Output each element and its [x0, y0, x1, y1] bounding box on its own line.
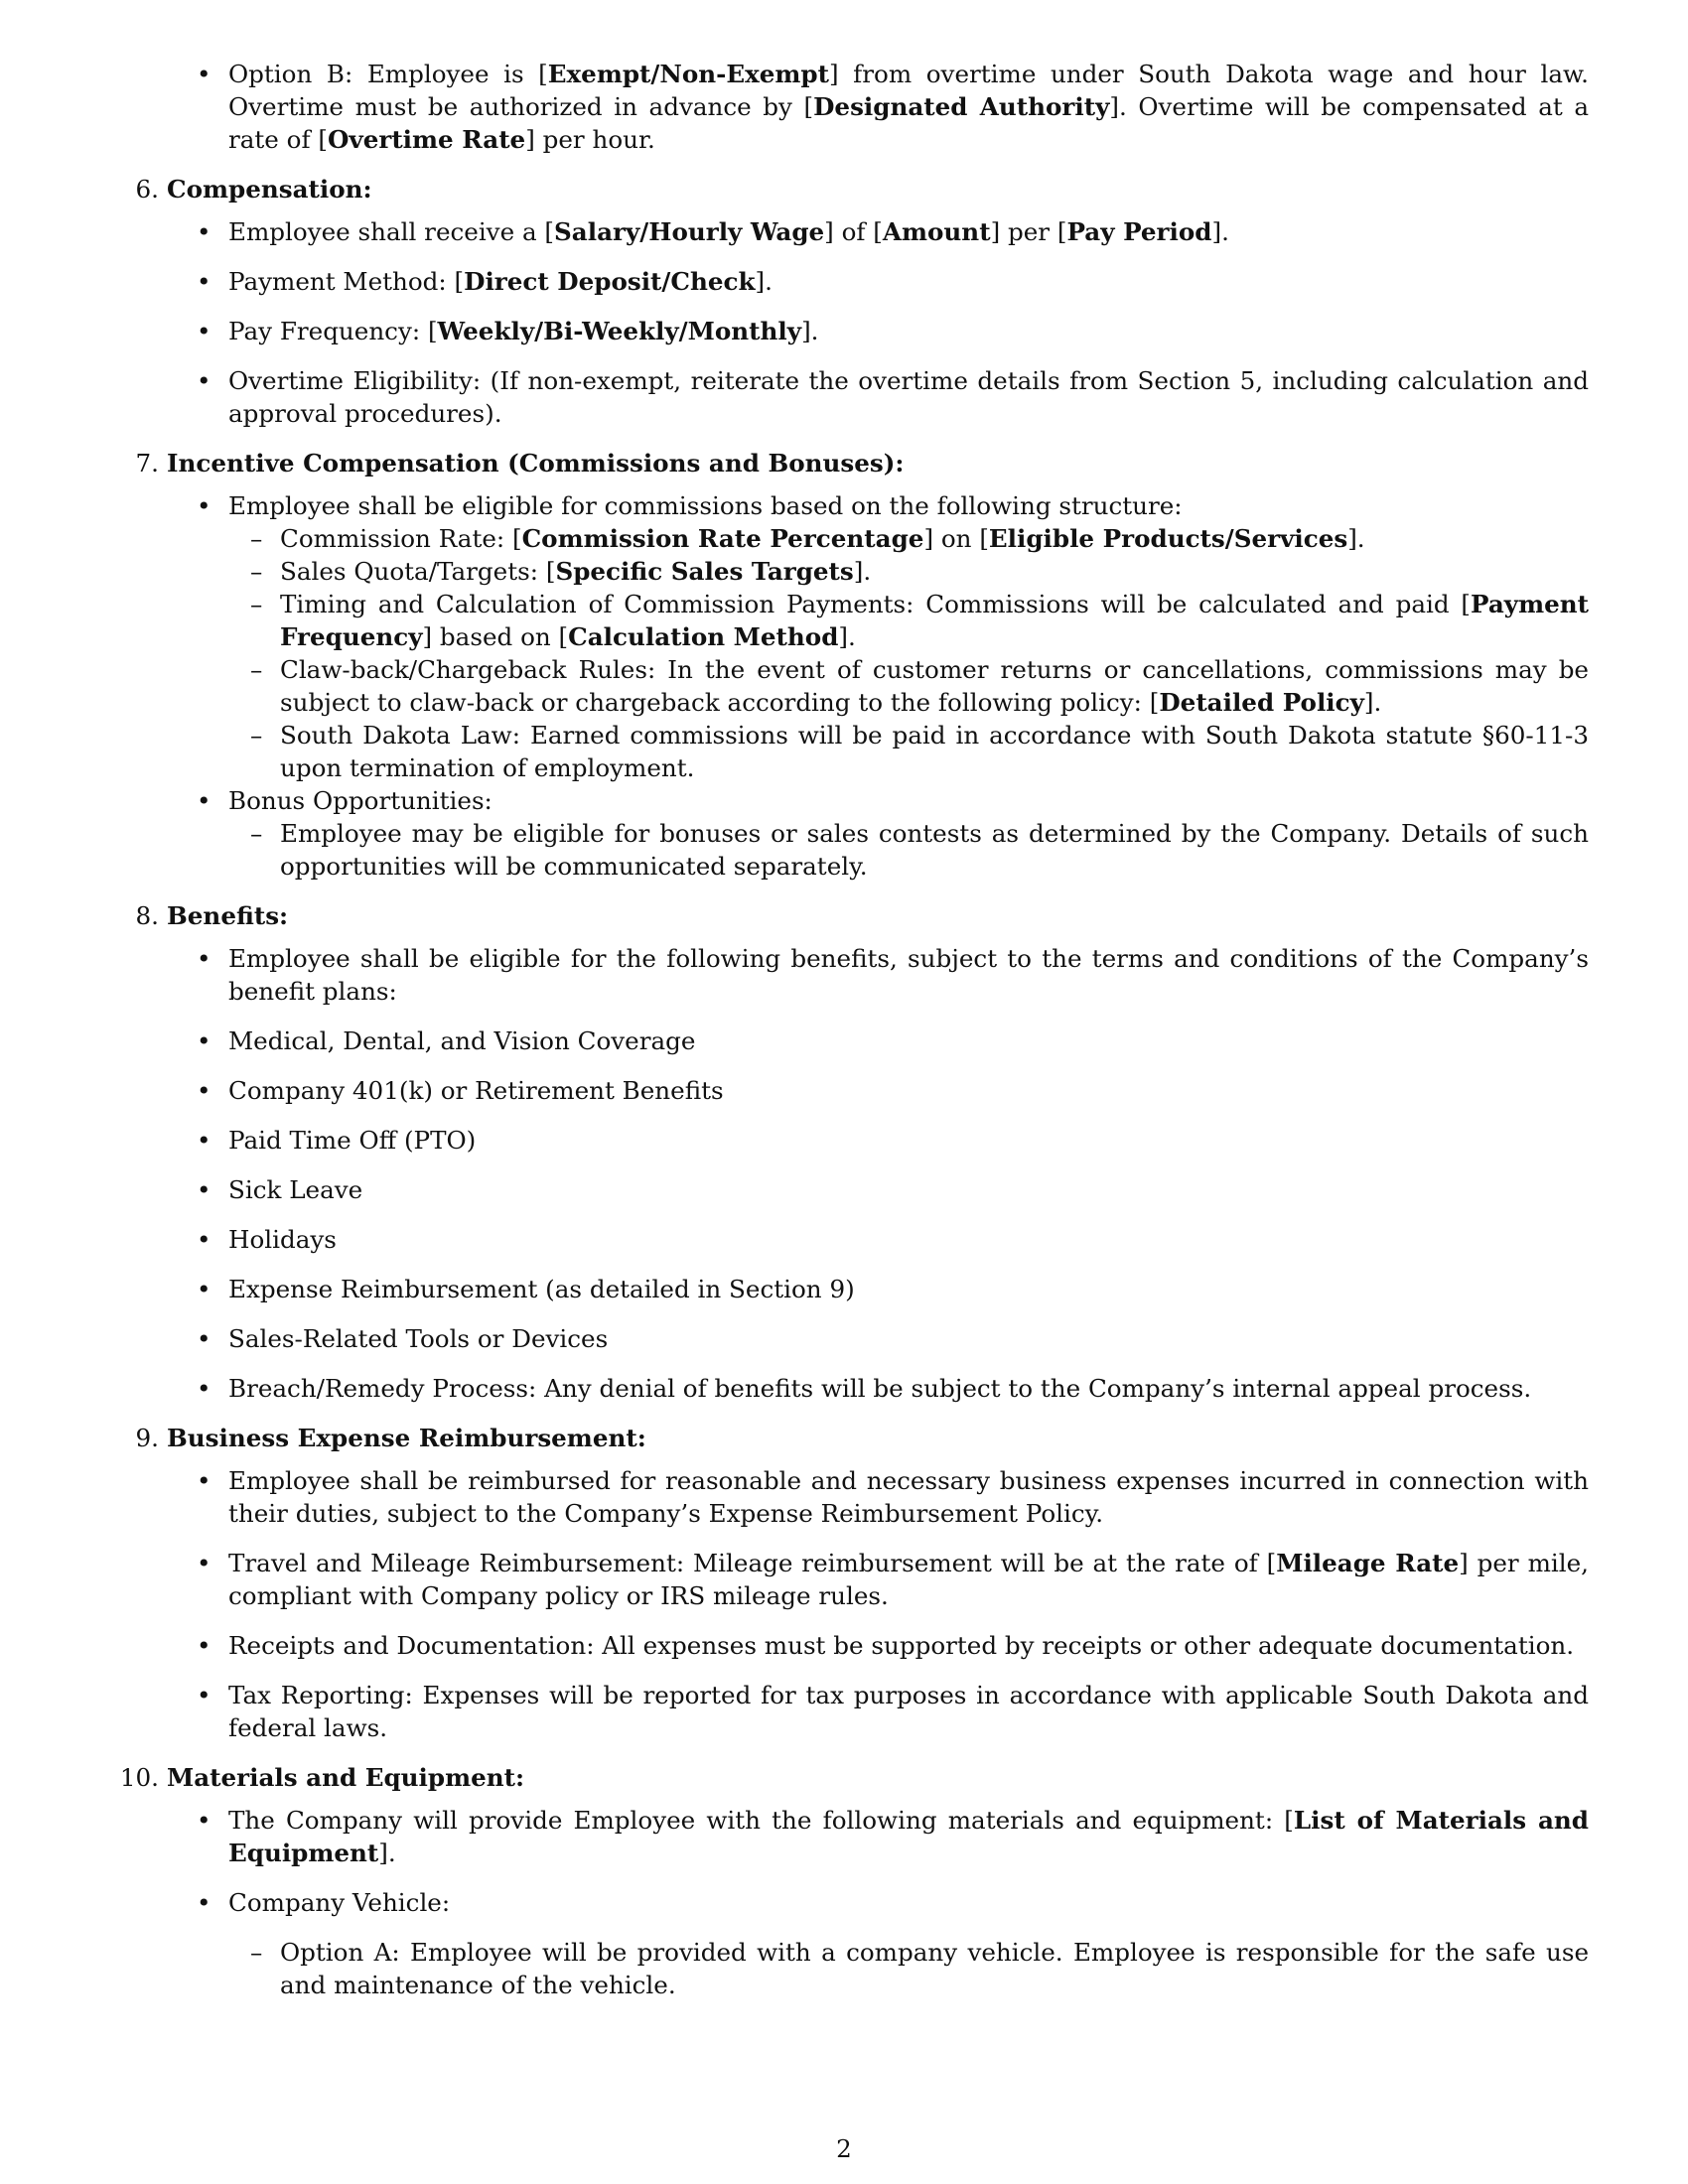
bullet-icon: •	[197, 1374, 211, 1403]
section-benefits	[135, 899, 1589, 1405]
bullet-icon: •	[197, 1631, 211, 1660]
list-item: • Sick Leave	[197, 1175, 363, 1204]
sub-list-item: – South Dakota Law: Earned commissions will be paid in accordance with South Dakota statute §60-11-3 upon termination of employment.	[250, 721, 1589, 782]
dash-icon: –	[250, 655, 263, 684]
section-heading: 6. Compensation:	[167, 173, 1589, 205]
bullet-icon: •	[197, 786, 211, 815]
bullet-icon: •	[197, 1888, 211, 1917]
dash-icon: –	[250, 590, 263, 618]
sub-list	[228, 817, 1589, 883]
bullet-icon: •	[197, 1275, 211, 1303]
sub-list-item: – Sales Quota/Targets: [Specific Sales Targets].	[250, 557, 872, 586]
list-item: • Travel and Mileage Reimbursement: Mileage reimbursement will be at the rate of [Mileage Rate] per mile, compliant with Company policy or IRS mileage rules.	[197, 1549, 1589, 1610]
section-heading: 10. Materials and Equipment:	[167, 1761, 1589, 1794]
list-item: • Receipts and Documentation: All expenses must be supported by receipts or other adequate documentation.	[197, 1631, 1575, 1660]
document-page	[119, 58, 1589, 2018]
list-item: • Employee shall be eligible for the following benefits, subject to the terms and conditions of the Company’s benefit plans:	[197, 944, 1589, 1006]
section-incentive-compensation	[135, 447, 1589, 883]
sub-list	[228, 1936, 1589, 2001]
list-item: • Employee shall receive a [Salary/Hourly Wage] of [Amount] per [Pay Period].	[197, 217, 1229, 246]
section-5-continued	[167, 58, 1589, 156]
list-item: • Employee shall be eligible for commissions based on the following structure: – Commission Rate: [Commission Rate Percentage] on [Eligible Products/Services]. – Sales Quota/Targets: [Specific Sales Targets]. – Timing and Calculation of Commission Payments: Commissions will be calculated and paid [Payment Frequency] based on [Calculation Method]. – Claw-back/Chargeback Rules: In the event of customer returns or cancellations, commissions may be subject to claw-back or chargeback according to the following policy: [Detailed Policy]. – South Dakota Law: Earned commissions will be paid in accordance with South Dakota statute §60-11-3 upon termination of employment.	[167, 489, 1589, 784]
sub-list-item: – Option A: Employee will be provided with a company vehicle. Employee is responsible for the safe use and maintenance of the vehicle.	[250, 1938, 1589, 1999]
list-item: • Overtime Eligibility: (If non-exempt, reiterate the overtime details from Section 5, including calculation and approval procedures).	[197, 366, 1589, 428]
bullet-icon: •	[197, 317, 211, 345]
section-expense-reimbursement	[135, 1422, 1589, 1744]
section-heading: 7. Incentive Compensation (Commissions and Bonuses):	[167, 447, 1589, 479]
list-item: • Tax Reporting: Expenses will be reported for tax purposes in accordance with applicable South Dakota and federal laws.	[197, 1681, 1589, 1742]
list-item: • Payment Method: [Direct Deposit/Check].	[197, 267, 773, 296]
bullet-icon: •	[197, 366, 211, 395]
bullet-icon: •	[197, 1549, 211, 1577]
dash-icon: –	[250, 524, 263, 553]
bullet-icon: •	[197, 60, 211, 88]
list-item: • Bonus Opportunities: – Employee may be eligible for bonuses or sales contests as determined by the Company. Details of such opportunities will be communicated separately.	[167, 784, 1589, 883]
list-item: • Expense Reimbursement (as detailed in Section 9)	[197, 1275, 855, 1303]
section-number: 7.	[135, 449, 159, 478]
section-number: 6.	[135, 175, 159, 204]
section-materials-equipment	[119, 1761, 1589, 2001]
sub-list-item: – Timing and Calculation of Commission Payments: Commissions will be calculated and paid [Payment Frequency] based on [Calculation Method].	[250, 590, 1589, 651]
bullet-icon: •	[197, 1324, 211, 1353]
bullet-icon: •	[197, 1076, 211, 1105]
sub-list-item: – Claw-back/Chargeback Rules: In the event of customer returns or cancellations, commissions may be subject to claw-back or chargeback according to the following policy: [Detailed Policy].	[250, 655, 1589, 717]
bullet-icon: •	[197, 267, 211, 296]
list-item: • The Company will provide Employee with the following materials and equipment: [List of Materials and Equipment].	[197, 1806, 1589, 1867]
section-list	[167, 1804, 1589, 2001]
dash-icon: –	[250, 819, 263, 848]
bullet-icon: •	[197, 217, 211, 246]
sub-list	[228, 522, 1589, 784]
list-item: • Option B: Employee is [Exempt/Non-Exempt] from overtime under South Dakota wage and hour law. Overtime must be authorized in advance by [Designated Authority]. Overtime will be compensated at a rate of [Overtime Rate] per hour.	[197, 60, 1589, 154]
list-item: • Company 401(k) or Retirement Benefits	[197, 1076, 724, 1105]
bullet-icon: •	[197, 1681, 211, 1709]
section-list	[167, 489, 1589, 883]
bullet-icon: •	[197, 1225, 211, 1254]
bullet-icon: •	[197, 491, 211, 520]
dash-icon: –	[250, 1938, 263, 1967]
list-item: • Pay Frequency: [Weekly/Bi-Weekly/Monthly].	[197, 317, 819, 345]
section-number: 9.	[135, 1424, 159, 1452]
bullet-icon: •	[197, 1806, 211, 1835]
bullet-icon: •	[197, 1466, 211, 1495]
section-list	[167, 215, 1589, 430]
page-number: 2	[836, 2134, 852, 2163]
list-item: • Employee shall be reimbursed for reasonable and necessary business expenses incurred in connection with their duties, subject to the Company’s Expense Reimbursement Policy.	[197, 1466, 1589, 1528]
section-number: 8.	[135, 901, 159, 930]
bullet-icon: •	[197, 944, 211, 973]
dash-icon: –	[250, 721, 263, 750]
list-item: • Breach/Remedy Process: Any denial of benefits will be subject to the Company’s internal appeal process.	[197, 1374, 1532, 1403]
bullet-icon: •	[197, 1175, 211, 1204]
section-compensation	[135, 173, 1589, 430]
section-number: 10.	[119, 1763, 159, 1792]
section-heading: 9. Business Expense Reimbursement:	[167, 1422, 1589, 1454]
bullet-icon: •	[197, 1126, 211, 1155]
section-heading: 8. Benefits:	[167, 899, 1589, 932]
sub-list-item: – Commission Rate: [Commission Rate Percentage] on [Eligible Products/Services].	[250, 524, 1365, 553]
list-item: • Paid Time Off (PTO)	[197, 1126, 477, 1155]
dash-icon: –	[250, 557, 263, 586]
sub-list-item: – Employee may be eligible for bonuses or sales contests as determined by the Company. Details of such opportunities will be communicated separately.	[250, 819, 1589, 881]
bullet-icon: •	[197, 1026, 211, 1055]
list-item: • Sales-Related Tools or Devices	[197, 1324, 609, 1353]
section-list	[167, 1464, 1589, 1744]
list-item: • Medical, Dental, and Vision Coverage	[197, 1026, 696, 1055]
list-item: • Holidays	[197, 1225, 337, 1254]
section-list	[167, 942, 1589, 1405]
list-item: • Company Vehicle: – Option A: Employee will be provided with a company vehicle. Employee is responsible for the safe use and maintenance of the vehicle.	[167, 1886, 1589, 2001]
